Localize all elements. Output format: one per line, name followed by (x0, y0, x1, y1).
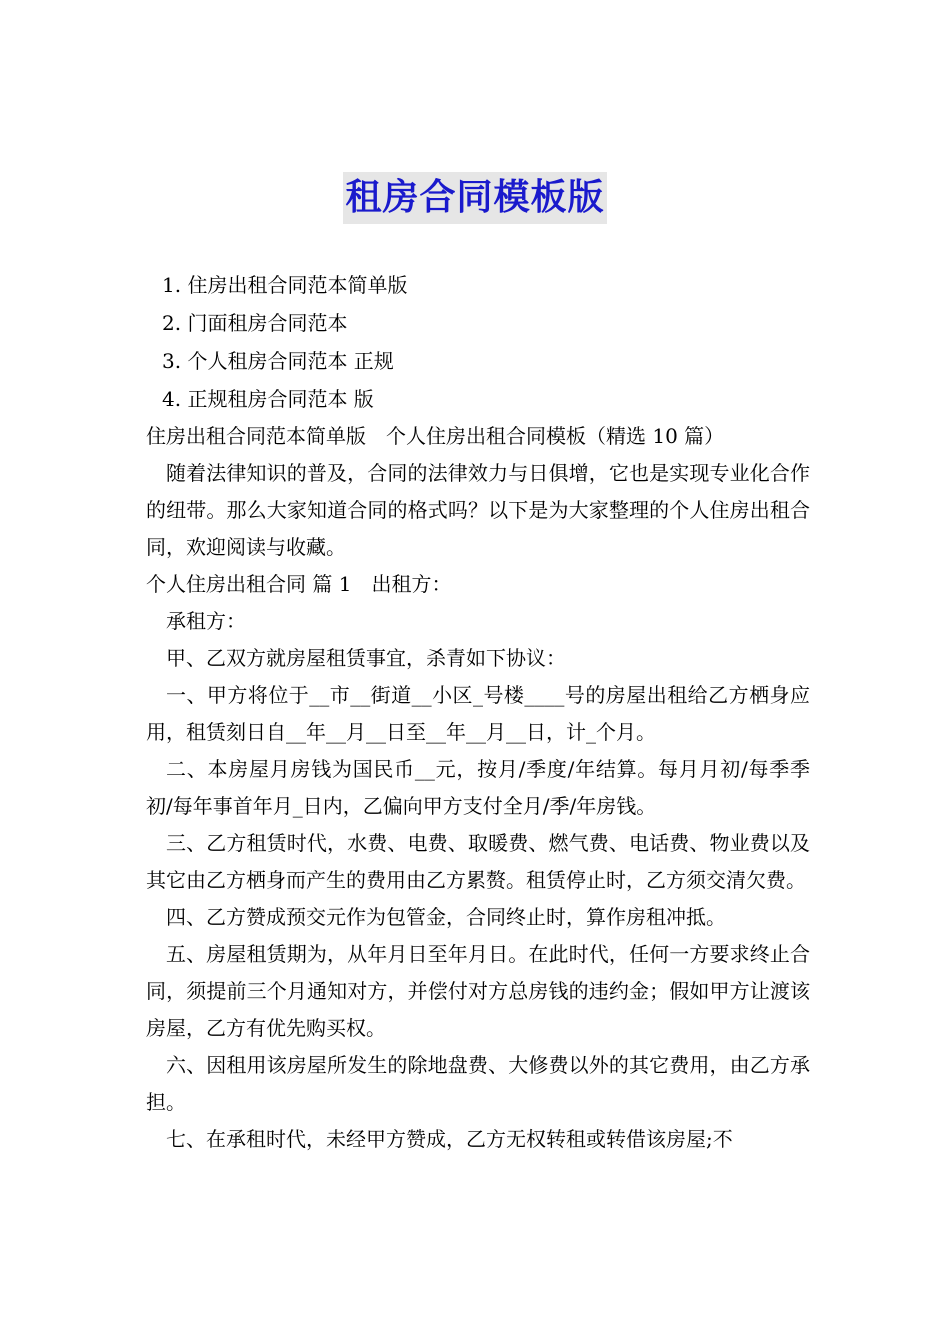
section-heading-left: 住房出租合同范本简单版 (146, 424, 366, 448)
section-heading-right: 个人住房出租合同模板（精选 10 篇） (386, 424, 725, 448)
document-title: 租房合同模板版 (343, 172, 606, 224)
clause-paragraph: 三、乙方租赁时代，水费、电费、取暖费、燃气费、电话费、物业费以及其它由乙方栖身而产生的费用由乙方累赘。租赁停止时，乙方须交清欠费。 (146, 831, 810, 892)
toc-item: 3. 个人租房合同范本 正规 (162, 349, 394, 373)
table-of-contents (162, 266, 802, 418)
lessee-line: 承租方： (166, 609, 246, 633)
title-wrap (0, 172, 950, 224)
clause-paragraph: 六、因租用该房屋所发生的除地盘费、大修费以外的其它费用，由乙方承担。 (146, 1053, 810, 1114)
document-body (146, 418, 810, 1158)
toc-item: 4. 正规租房合同范本 版 (162, 387, 374, 411)
contract-heading-left: 个人住房出租合同 篇 1 (146, 572, 352, 596)
intro-paragraph: 随着法律知识的普及，合同的法律效力与日俱增，它也是实现专业化合作的纽带。那么大家知道合同的格式吗？以下是为大家整理的个人住房出租合同，欢迎阅读与收藏。 (146, 461, 810, 559)
clause-paragraph: 五、房屋租赁期为，从年月日至年月日。在此时代，任何一方要求终止合同，须提前三个月通知对方，并偿付对方总房钱的违约金；假如甲方让渡该房屋，乙方有优先购买权。 (146, 942, 810, 1040)
toc-item: 2. 门面租房合同范本 (162, 311, 348, 335)
toc-item: 1. 住房出租合同范本简单版 (162, 273, 408, 297)
clause-paragraph: 一、甲方将位于__市__街道__小区_号楼____号的房屋出租给乙方栖身应用，租赁刻日自__年__月__日至__年__月__日，计_个月。 (146, 683, 810, 744)
contract-heading-right: 出租方： (371, 572, 452, 596)
clause-paragraph: 四、乙方赞成预交元作为包管金，合同终止时，算作房租冲抵。 (166, 905, 726, 929)
clause-paragraph: 二、本房屋月房钱为国民币__元，按月/季度/年结算。每月月初/每季季初/每年事首年月_日内，乙偏向甲方支付全月/季/年房钱。 (146, 757, 810, 818)
section-heading (146, 418, 810, 455)
agreement-line: 甲、乙双方就房屋租赁事宜，杀青如下协议： (166, 646, 566, 670)
clause-paragraph: 七、在承租时代，未经甲方赞成，乙方无权转租或转借该房屋;不 (166, 1127, 733, 1151)
contract-heading (146, 566, 810, 603)
